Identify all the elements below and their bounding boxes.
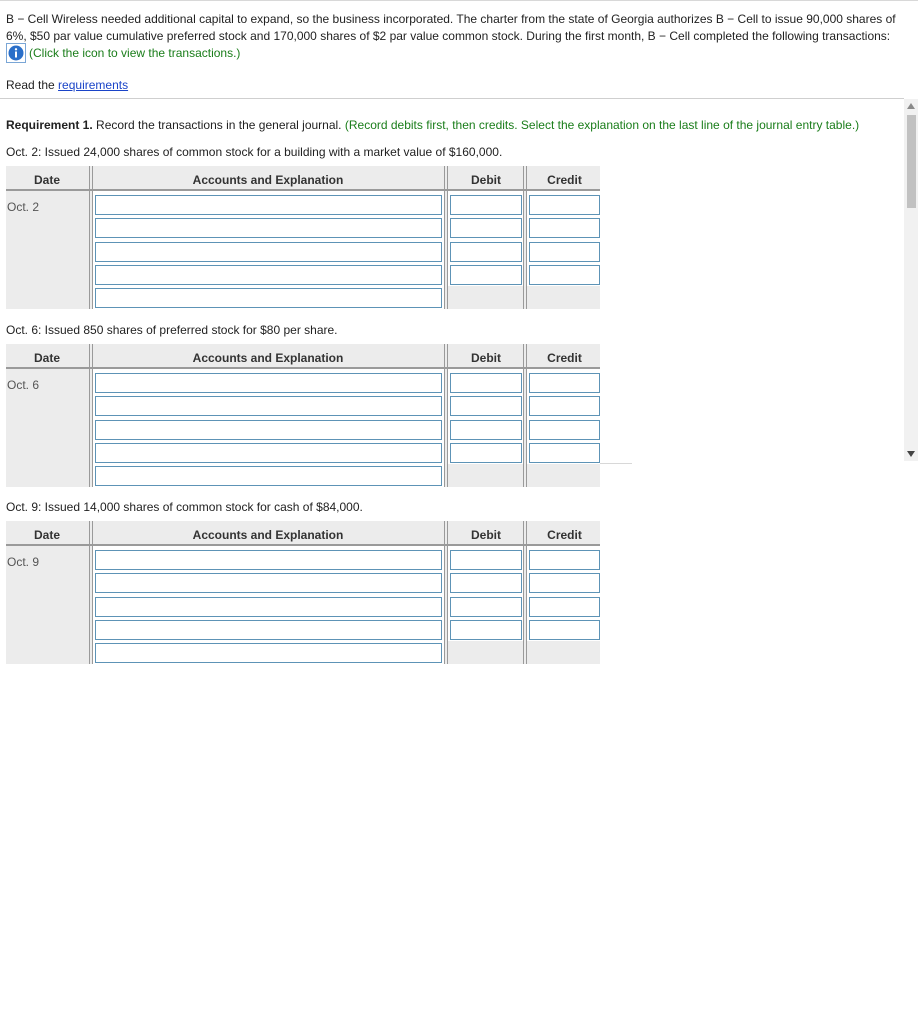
header-debit: Debit [471, 173, 501, 187]
header-credit: Credit [547, 173, 582, 187]
journal-header [6, 166, 600, 191]
section-divider [0, 98, 904, 99]
debit-input[interactable] [450, 265, 522, 285]
debit-input[interactable] [450, 620, 522, 640]
debit-input[interactable] [450, 195, 522, 215]
header-date: Date [33, 528, 60, 542]
debit-input[interactable] [450, 218, 522, 238]
debit-input[interactable] [450, 373, 522, 393]
frame-edge-line [600, 463, 632, 464]
debit-input[interactable] [450, 597, 522, 617]
credit-input[interactable] [529, 420, 600, 440]
intro-line-2: 6%, $50 par value cumulative preferred stock and 170,000 shares of $2 par value common stock. During the first month, B − Cell completed the following transactions: [6, 29, 891, 43]
credit-input[interactable] [529, 242, 600, 262]
entry-date: Oct. 6 [7, 378, 40, 392]
account-input[interactable] [95, 396, 442, 416]
account-input[interactable] [95, 265, 442, 285]
header-credit: Credit [547, 528, 582, 542]
credit-input[interactable] [529, 218, 600, 238]
account-input[interactable] [95, 443, 442, 463]
scroll-up-arrow-icon[interactable] [904, 99, 918, 113]
debit-input[interactable] [450, 396, 522, 416]
entry-date: Oct. 9 [7, 555, 40, 569]
problem-intro [6, 11, 906, 45]
debit-input[interactable] [450, 420, 522, 440]
requirement-title [6, 117, 859, 133]
credit-input[interactable] [529, 573, 600, 593]
credit-input[interactable] [529, 373, 600, 393]
account-input[interactable] [95, 242, 442, 262]
credit-input[interactable] [529, 597, 600, 617]
account-input[interactable] [95, 420, 442, 440]
header-credit: Credit [547, 351, 582, 365]
journal-header [6, 521, 600, 546]
requirements-link[interactable]: requirements [58, 78, 129, 92]
journal-table [6, 166, 600, 309]
credit-input[interactable] [529, 550, 600, 570]
info-icon[interactable] [6, 43, 26, 63]
credit-input[interactable] [529, 443, 600, 463]
header-debit: Debit [471, 351, 501, 365]
credit-input[interactable] [529, 396, 600, 416]
scrollbar-thumb[interactable] [907, 115, 916, 208]
intro-line-1: B − Cell Wireless needed additional capital to expand, so the business incorporated. The charter from the state of Georgia authorizes B − Cell to issue 90,000 shares of [6, 12, 896, 26]
header-accounts: Accounts and Explanation [192, 351, 344, 365]
debit-input[interactable] [450, 550, 522, 570]
read-requirements-prefix: Read the [6, 78, 59, 92]
scrollbar[interactable] [904, 99, 918, 461]
account-input[interactable] [95, 573, 442, 593]
explanation-input[interactable] [95, 288, 442, 308]
account-input[interactable] [95, 373, 442, 393]
journal-table [6, 344, 600, 487]
explanation-input[interactable] [95, 643, 442, 663]
account-input[interactable] [95, 620, 442, 640]
account-input[interactable] [95, 218, 442, 238]
header-debit: Debit [471, 528, 501, 542]
transaction-description: Oct. 6: Issued 850 shares of preferred stock for $80 per share. [6, 323, 338, 337]
credit-input[interactable] [529, 195, 600, 215]
read-requirements-row [6, 77, 128, 93]
journal-table [6, 521, 600, 664]
debit-input[interactable] [450, 573, 522, 593]
requirement-instruction: (Record debits first, then credits. Select the explanation on the last line of the journal entry table.) [344, 118, 860, 132]
journal-header [6, 344, 600, 369]
transaction-description: Oct. 2: Issued 24,000 shares of common stock for a building with a market value of $160,000. [6, 145, 503, 159]
scroll-down-arrow-icon[interactable] [904, 447, 918, 461]
account-input[interactable] [95, 597, 442, 617]
requirement-label: Requirement 1. [6, 118, 93, 132]
explanation-input[interactable] [95, 466, 442, 486]
requirement-text: Record the transactions in the general journal. [92, 118, 345, 132]
header-accounts: Accounts and Explanation [192, 528, 344, 542]
transactions-info-row [6, 43, 240, 63]
header-accounts: Accounts and Explanation [192, 173, 344, 187]
credit-input[interactable] [529, 265, 600, 285]
header-date: Date [33, 173, 60, 187]
account-input[interactable] [95, 195, 442, 215]
header-date: Date [33, 351, 60, 365]
debit-input[interactable] [450, 443, 522, 463]
transaction-description: Oct. 9: Issued 14,000 shares of common stock for cash of $84,000. [6, 500, 363, 514]
debit-input[interactable] [450, 242, 522, 262]
credit-input[interactable] [529, 620, 600, 640]
info-text[interactable]: (Click the icon to view the transactions.) [29, 46, 241, 60]
entry-date: Oct. 2 [7, 200, 40, 214]
top-border [0, 0, 918, 1]
account-input[interactable] [95, 550, 442, 570]
